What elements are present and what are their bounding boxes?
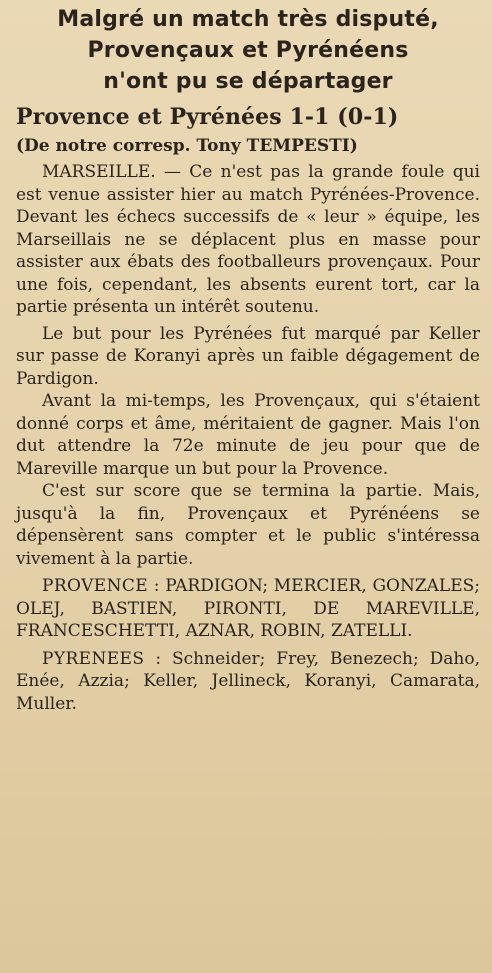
headline-line-2: Provençaux et Pyrénéens: [87, 38, 409, 63]
headline-line-1: Malgré un match très disputé,: [57, 7, 439, 32]
headline-line-3: n'ont pu se départager: [103, 69, 393, 94]
paragraph-goal-pyrenees: Le but pour les Pyrénées fut marqué par Keller sur passe de Koranyi après un faible dégagement de Pardigon.: [16, 323, 480, 389]
players-provence: : PARDIGON; MERCIER, GONZALES; OLEJ, BASTIEN, PIRONTI, DE MAREVILLE, FRANCESCHETTI, AZNAR, ROBIN, ZATELLI.: [16, 576, 481, 641]
lineup-provence: [16, 575, 480, 643]
paragraph-goal-provence: Avant la mi-temps, les Provençaux, qui s'étaient donné corps et âme, méritaient de gagner. Mais l'on dut attendre la 72e minute de jeu pour que de Mareville marque un but pour la Provence.: [16, 391, 480, 479]
players-pyrenees: : Schneider; Frey, Benezech; Daho, Enée, Azzia; Keller, Jellineck, Koranyi, Camarata, Muller.: [16, 648, 480, 714]
paragraph-conclusion: C'est sur score que se termina la partie. Mais, jusqu'à la fin, Provençaux et Pyrénéens se dépensèrent sans compter et le public s'intéressa vivement à la partie.: [16, 481, 480, 569]
match-score-subhead: Provence et Pyrénées 1-1 (0-1): [16, 104, 399, 130]
headline: [16, 4, 480, 97]
team-name-pyrenees: PYRENEES: [42, 648, 145, 669]
team-name-provence: PROVENCE: [42, 576, 149, 596]
lineup-pyrenees: [16, 648, 480, 716]
paragraph-intro: MARSEILLE. — Ce n'est pas la grande foule qui est venue assister hier au match Pyrénées-Provence. Devant les échecs successifs de « leur » équipe, les Marseillais ne se déplacent plus en masse pour assister aux ébats des footballeurs provençaux. Pour une fois, cependant, les absents eurent tort, car la partie présenta un intérêt soutenu.: [16, 162, 480, 317]
byline: (De notre corresp. Tony TEMPESTI): [16, 136, 358, 156]
